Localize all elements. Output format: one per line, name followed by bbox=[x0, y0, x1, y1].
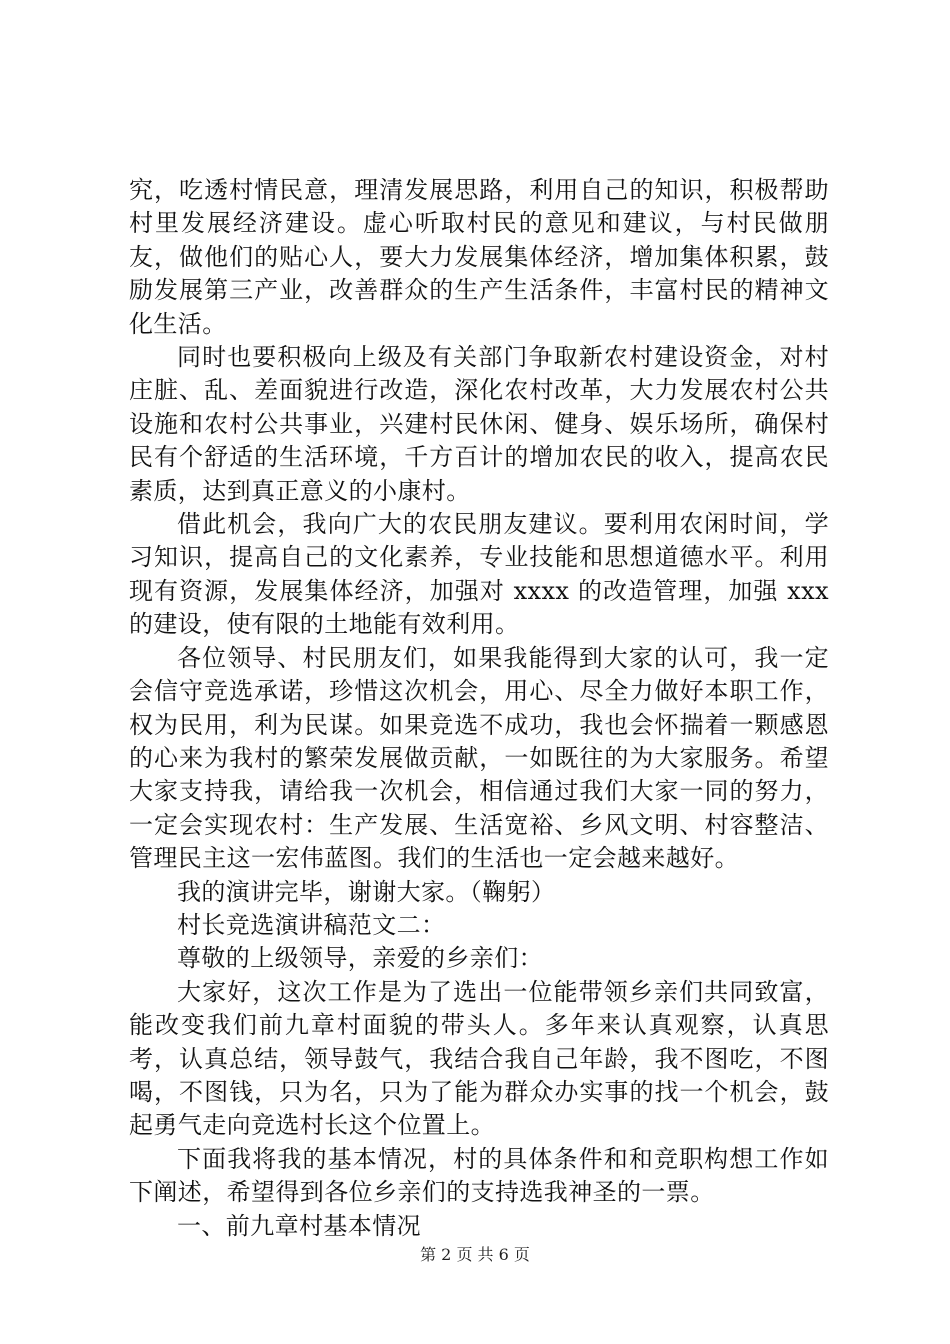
paragraph-2: 同时也要积极向上级及有关部门争取新农村建设资金，对村庄脏、乱、差面貌进行改造，深化农村改革，大力发展农村公共设施和农村公共事业，兴建村民休闲、健身、娱乐场所，确保村民有个舒适的生活环境，千方百计的增加农民的收入，提高农民素质，达到真正意义的小康村。 bbox=[129, 343, 829, 505]
paragraph-1: 究，吃透村情民意，理清发展思路，利用自己的知识，积极帮助村里发展经济建设。虚心听取村民的意见和建议，与村民做朋友，做他们的贴心人，要大力发展集体经济，增加集体积累，鼓励发展第三产业，改善群众的生产生活条件，丰富村民的精神文化生活。 bbox=[129, 176, 829, 338]
paragraph-4: 各位领导、村民朋友们，如果我能得到大家的认可，我一定会信守竞选承诺，珍惜这次机会，用心、尽全力做好本职工作，权为民用，利为民谋。如果竞选不成功，我也会怀揣着一颗感恩的心来为我村的繁荣发展做贡献，一如既往的为大家服务。希望大家支持我，请给我一次机会，相信通过我们大家一同的努力，一定会实现农村：生产发展、生活宽裕、乡风文明、村容整洁、管理民主这一宏伟蓝图。我们的生活也一定会越来越好。 bbox=[129, 643, 829, 873]
paragraph-6: 村长竞选演讲稿范文二： bbox=[177, 910, 446, 939]
paragraph-9: 下面我将我的基本情况，村的具体条件和和竞职构想工作如下阐述，希望得到各位乡亲们的支持选我神圣的一票。 bbox=[129, 1144, 829, 1207]
paragraph-3: 借此机会，我向广大的农民朋友建议。要利用农闲时间，学习知识，提高自己的文化素养，专业技能和思想道德水平。利用现有资源，发展集体经济，加强对 xxxx 的改造管理，加强 xxx 的建设，使有限的土地能有效利用。 bbox=[129, 510, 829, 639]
paragraph-8: 大家好，这次工作是为了选出一位能带领乡亲们共同致富，能改变我们前九章村面貌的带头人。多年来认真观察，认真思考，认真总结，领导鼓气，我结合我自己年龄，我不图吃，不图喝，不图钱，只为名，只为了能为群众办实事的找一个机会，鼓起勇气走向竞选村长这个位置上。 bbox=[129, 977, 829, 1140]
document-body bbox=[129, 174, 829, 1243]
paragraph-10: 一、前九章村基本情况 bbox=[177, 1211, 421, 1240]
page-footer: 第 2 页 共 6 页 bbox=[420, 1245, 530, 1264]
paragraph-5: 我的演讲完毕，谢谢大家。（鞠躬） bbox=[177, 877, 556, 906]
paragraph-7: 尊敬的上级领导，亲爱的乡亲们： bbox=[177, 944, 543, 973]
